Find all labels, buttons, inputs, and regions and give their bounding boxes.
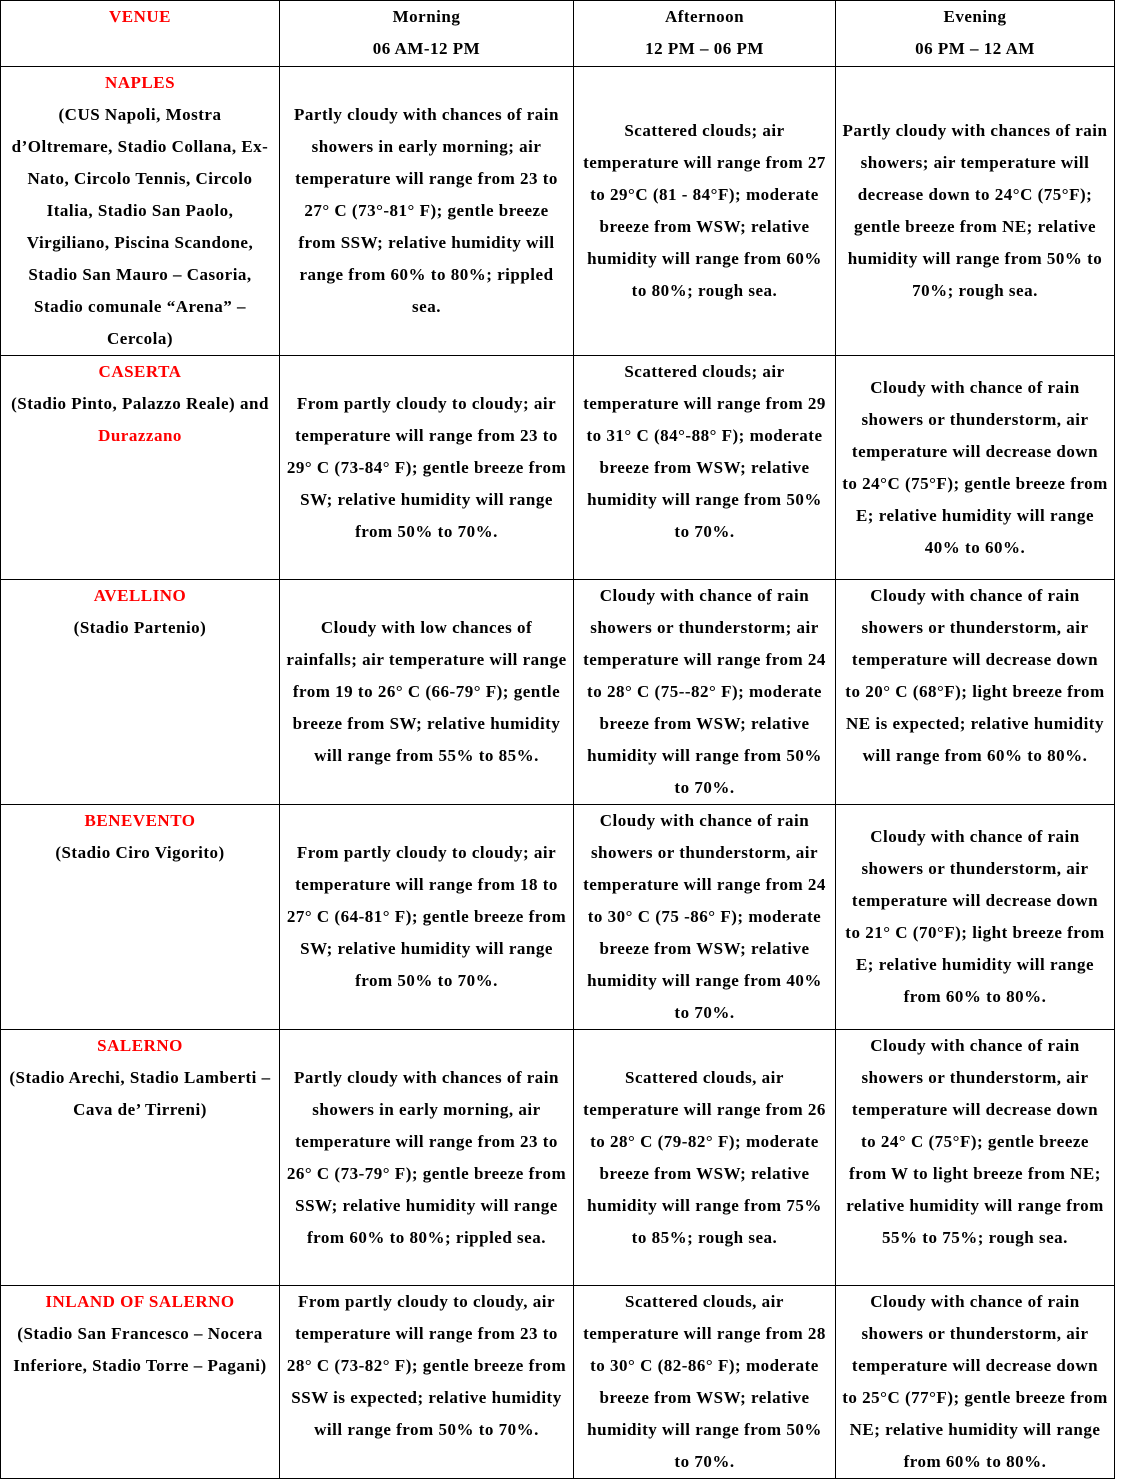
venue-header: [1, 1, 280, 67]
afternoon-header-range: 12 PM – 06 PM: [645, 39, 764, 58]
venue-cell-inland-salerno: [1, 1286, 280, 1479]
afternoon-forecast: Scattered clouds; air temperature will range from 27 to 29°C (81 - 84°F); moderate breeze from WSW; relative humidity will range from 60% to 80%; rough sea.: [574, 67, 836, 356]
venue-sites: (Stadio San Francesco – Nocera Inferiore, Stadio Torre – Pagani): [13, 1324, 267, 1375]
venue-cell-naples: [1, 67, 280, 356]
venue-connector: and: [239, 394, 269, 413]
venue-name: AVELLINO: [93, 586, 187, 605]
afternoon-header-label: Afternoon: [664, 7, 745, 26]
venue-name: NAPLES: [104, 73, 176, 92]
afternoon-forecast: Scattered clouds, air temperature will range from 28 to 30° C (82-86° F); moderate breeze from WSW; relative humidity will range from 50% to 70%.: [574, 1286, 836, 1479]
venue-cell-salerno: [1, 1030, 280, 1286]
evening-forecast: Cloudy with chance of rain showers or thunderstorm, air temperature will decrease down to 25°C (77°F); gentle breeze from NE; relative humidity will range from 60% to 80%.: [836, 1286, 1115, 1479]
table-row: [1, 356, 1115, 580]
venue-sites: (CUS Napoli, Mostra d’Oltremare, Stadio Collana, Ex-Nato, Circolo Tennis, Circolo Italia, Stadio San Paolo, Virgiliano, Piscina Scandone, Stadio San Mauro – Casoria, Stadio comunale “Arena” – Cercola): [11, 105, 269, 348]
table-row: [1, 805, 1115, 1030]
venue-sites: (Stadio Pinto, Palazzo Reale): [11, 394, 236, 413]
afternoon-forecast: Scattered clouds; air temperature will range from 29 to 31° C (84°-88° F); moderate breeze from WSW; relative humidity will range from 50% to 70%.: [574, 356, 836, 580]
table-row: [1, 1286, 1115, 1479]
morning-header: [280, 1, 574, 67]
venue-cell-benevento: [1, 805, 280, 1030]
venue-sites: (Stadio Ciro Vigorito): [55, 843, 225, 862]
table-row: [1, 1030, 1115, 1286]
evening-forecast: Cloudy with chance of rain showers or thunderstorm, air temperature will decrease down to 24° C (75°F); gentle breeze from W to light breeze from NE; relative humidity will range from 55% to 75%; rough sea.: [836, 1030, 1115, 1286]
table-row: [1, 580, 1115, 805]
evening-header-range: 06 PM – 12 AM: [915, 39, 1035, 58]
morning-forecast: From partly cloudy to cloudy, air temperature will range from 23 to 28° C (73-82° F); gentle breeze from SSW is expected; relative humidity will range from 50% to 70%.: [280, 1286, 574, 1479]
morning-header-label: Morning: [392, 7, 461, 26]
evening-forecast: Cloudy with chance of rain showers or thunderstorm, air temperature will decrease down to 24°C (75°F); gentle breeze from E; relative humidity will range 40% to 60%.: [836, 356, 1115, 580]
venue-sites: (Stadio Partenio): [73, 618, 207, 637]
header-row: [1, 1, 1115, 67]
venue-name: SALERNO: [97, 1036, 183, 1055]
venue-extra: Durazzano: [98, 426, 182, 445]
afternoon-forecast: Cloudy with chance of rain showers or thunderstorm; air temperature will range from 24 to 28° C (75--82° F); moderate breeze from WSW; relative humidity will range from 50% to 70%.: [574, 580, 836, 805]
afternoon-forecast: Scattered clouds, air temperature will range from 26 to 28° C (79-82° F); moderate breeze from WSW; relative humidity will range from 75% to 85%; rough sea.: [574, 1030, 836, 1286]
venue-cell-avellino: [1, 580, 280, 805]
venue-cell-caserta: [1, 356, 280, 580]
morning-forecast: From partly cloudy to cloudy; air temperature will range from 18 to 27° C (64-81° F); gentle breeze from SW; relative humidity will range from 50% to 70%.: [280, 805, 574, 1030]
evening-header-label: Evening: [943, 7, 1007, 26]
evening-forecast: Partly cloudy with chances of rain showers; air temperature will decrease down to 24°C (75°F); gentle breeze from NE; relative humidity will range from 50% to 70%; rough sea.: [836, 67, 1115, 356]
venue-name: CASERTA: [98, 362, 182, 381]
venue-sites: (Stadio Arechi, Stadio Lamberti – Cava de’ Tirreni): [9, 1068, 271, 1119]
morning-forecast: From partly cloudy to cloudy; air temperature will range from 23 to 29° C (73-84° F); gentle breeze from SW; relative humidity will range from 50% to 70%.: [280, 356, 574, 580]
morning-forecast: Cloudy with low chances of rainfalls; air temperature will range from 19 to 26° C (66-79° F); gentle breeze from SW; relative humidity will range from 55% to 85%.: [280, 580, 574, 805]
morning-forecast: Partly cloudy with chances of rain showers in early morning; air temperature will range from 23 to 27° C (73°-81° F); gentle breeze from SSW; relative humidity will range from 60% to 80%; rippled sea.: [280, 67, 574, 356]
evening-header: [836, 1, 1115, 67]
afternoon-header: [574, 1, 836, 67]
morning-forecast: Partly cloudy with chances of rain showers in early morning, air temperature will range from 23 to 26° C (73-79° F); gentle breeze from SSW; relative humidity will range from 60% to 80%; rippled sea.: [280, 1030, 574, 1286]
afternoon-forecast: Cloudy with chance of rain showers or thunderstorm, air temperature will range from 24 to 30° C (75 -86° F); moderate breeze from WSW; relative humidity will range from 40% to 70%.: [574, 805, 836, 1030]
evening-forecast: Cloudy with chance of rain showers or thunderstorm, air temperature will decrease down to 20° C (68°F); light breeze from NE is expected; relative humidity will range from 60% to 80%.: [836, 580, 1115, 805]
venue-header-label: VENUE: [108, 7, 171, 26]
table-row: [1, 67, 1115, 356]
venue-name: INLAND OF SALERNO: [45, 1292, 235, 1311]
venue-name: BENEVENTO: [84, 811, 196, 830]
evening-forecast: Cloudy with chance of rain showers or thunderstorm, air temperature will decrease down to 21° C (70°F); light breeze from E; relative humidity will range from 60% to 80%.: [836, 805, 1115, 1030]
morning-header-range: 06 AM-12 PM: [372, 39, 481, 58]
